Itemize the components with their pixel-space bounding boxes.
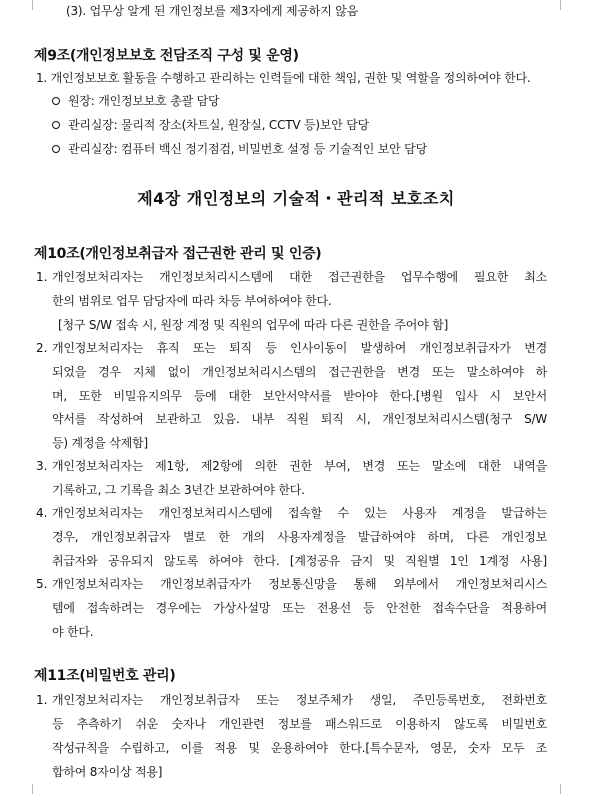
article-9-title: 제9조(개인정보보호 전담조직 구성 및 운영) — [34, 48, 299, 64]
article-10-5-line: 템에 접속하려는 경우에는 가상사설망 또는 전용선 등 안전한 접속수단을 적용하여 — [52, 601, 547, 615]
list-number: 5. — [36, 577, 48, 591]
article-10-2-line: 며, 또한 비밀유지의무 등에 대한 보안서약서를 받아야 한다.[병원 입사 시 보안서 — [52, 389, 547, 403]
article-10-1-note: [청구 S/W 접속 시, 원장 계정 및 직원의 업무에 따라 다른 권한을 주어야 함] — [58, 318, 449, 332]
article-10-3-line: 개인정보처리자는 제1항, 제2항에 의한 권한 부여, 변경 또는 말소에 대한 내역을 — [52, 459, 547, 473]
list-number: 2. — [36, 341, 48, 355]
article-10-2-line: 약서를 작성하여 보관하고 있음. 내부 직원 퇴직 시, 개인정보처리시스템(청구 S/W — [52, 412, 547, 426]
article-10-4-line: 경우, 개인정보취급자 별로 한 개의 사용자계정을 발급하여야 하며, 다른 개인정보 — [52, 530, 547, 544]
article-10-2-line: 등) 계정을 삭제함] — [52, 436, 148, 450]
article-11-1-line: 작성규칙을 수립하고, 이를 적용 및 운용하여야 한다.[특수문자, 영문, 숫자 모두 조 — [52, 741, 547, 755]
circle-bullet-icon — [52, 121, 60, 129]
clause-3-line: (3). 업무상 알게 된 개인정보를 제3자에게 제공하지 않음 — [66, 4, 358, 18]
article-9-bullet: 관리실장: 물리적 장소(차트실, 원장실, CCTV 등)보안 담당 — [68, 118, 370, 132]
circle-bullet-icon — [52, 97, 60, 105]
chapter-4-title: 제4장 개인정보의 기술적・관리적 보호조치 — [137, 189, 455, 208]
article-11-1-line: 개인정보처리자는 개인정보취급자 또는 정보주체가 생일, 주민등록번호, 전화번호 — [52, 693, 547, 707]
article-10-4-line: 개인정보처리자는 개인정보처리시스템에 접속할 수 있는 사용자 계정을 발급하는 — [52, 506, 547, 520]
list-number: 1. — [36, 693, 48, 707]
crop-mark — [22, 0, 33, 10]
crop-mark — [22, 784, 33, 794]
crop-mark — [560, 784, 571, 794]
article-10-5-line: 개인정보처리자는 개인정보취급자가 정보통신망을 통해 외부에서 개인정보처리시스 — [52, 577, 547, 591]
article-10-2-line: 되었을 경우 지체 없이 개인정보처리시스템의 접근권한을 변경 또는 말소하여야 하 — [52, 365, 547, 379]
list-number: 4. — [36, 506, 48, 520]
list-number: 3. — [36, 459, 48, 473]
list-number: 1. — [36, 270, 48, 284]
article-10-3-line: 기록하고, 그 기록을 최소 3년간 보관하여야 한다. — [52, 483, 305, 497]
article-10-5-line: 야 한다. — [52, 625, 94, 639]
article-10-2-line: 개인정보처리자는 휴직 또는 퇴직 등 인사이동이 발생하여 개인정보취급자가 변경 — [52, 341, 547, 355]
article-10-4-line: 취급자와 공유되지 않도록 하여야 한다. [계정공유 금지 및 직원별 1인 1계정 사용] — [52, 554, 547, 568]
article-10-title: 제10조(개인정보취급자 접근권한 관리 및 인증) — [34, 246, 322, 262]
crop-mark — [560, 0, 571, 10]
article-9-bullet: 관리실장: 컴퓨터 백신 정기점검, 비밀번호 설정 등 기술적인 보안 담당 — [68, 142, 427, 156]
article-11-1-line: 등 추측하기 쉬운 숫자나 개인관련 정보를 패스워드로 이용하지 않도록 비밀번호 — [52, 717, 547, 731]
article-9-item-1: 1. 개인정보보호 활동을 수행하고 관리하는 인력들에 대한 책임, 권한 및 역할을 정의하여야 한다. — [36, 71, 531, 85]
article-10-1-line: 개인정보처리자는 개인정보처리시스템에 대한 접근권한을 업무수행에 필요한 최소 — [52, 270, 547, 284]
article-11-title: 제11조(비밀번호 관리) — [34, 668, 176, 684]
article-9-bullet: 원장: 개인정보보호 총괄 담당 — [68, 94, 220, 108]
article-11-1-line: 합하여 8자이상 적용] — [52, 765, 163, 779]
circle-bullet-icon — [52, 145, 60, 153]
article-10-1-line: 한의 범위로 업무 담당자에 따라 차등 부여하여야 한다. — [52, 294, 332, 308]
